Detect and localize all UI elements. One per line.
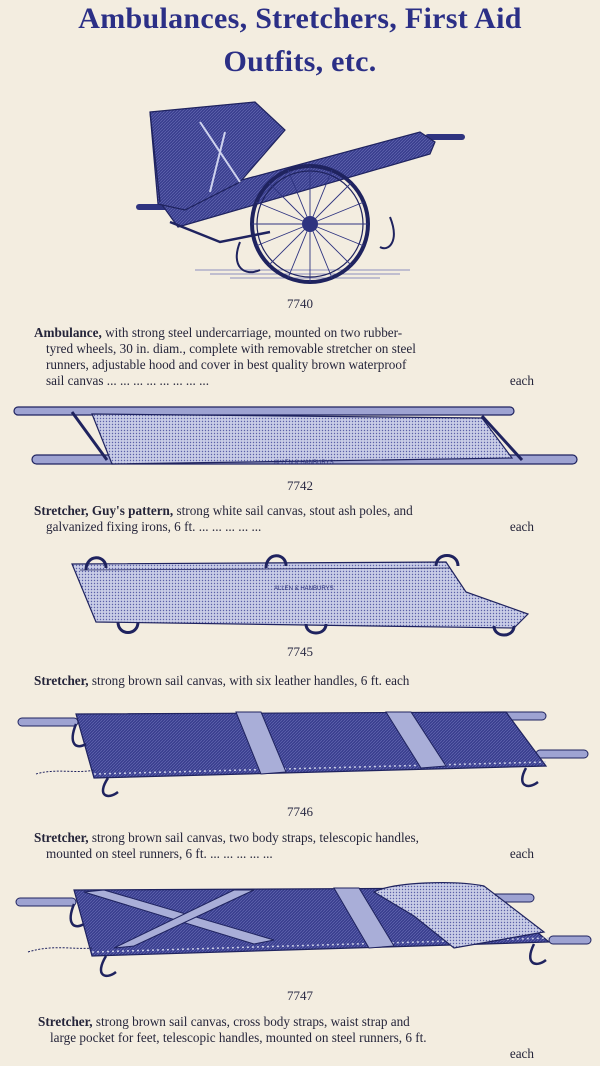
item-description-7746: Stretcher, strong brown sail canvas, two body straps, telescopic handles, mounted on steel runners, 6 ft. ... ... ... ... ... each (34, 830, 534, 861)
unit-each: each (509, 1046, 534, 1061)
item-description-7742: Stretcher, Guy's pattern, strong white sail canvas, stout ash poles, and galvanized fixing irons, 6 ft. ... ... ... ... ... each (34, 503, 534, 534)
maker-stamp: ALLEN & HANBURYS (274, 586, 334, 592)
maker-stamp: ALLEN & HANBURYS (274, 460, 334, 466)
item-description-7747: Stretcher, strong brown sail canvas, cross body straps, waist strap and large pocket for feet, telescopic handles, mounted on steel runners, 6 ft. each (38, 1014, 534, 1061)
item-number-7747: 7747 (287, 988, 313, 1003)
item-description-7745: Stretcher, strong brown sail canvas, with six leather handles, 6 ft. each (34, 673, 410, 688)
item-number-7745: 7745 (287, 644, 313, 659)
stretcher-leather-handles-illustration (66, 552, 536, 640)
stretcher-cross-straps-illustration (14, 876, 594, 986)
item-name: Stretcher, (34, 830, 89, 845)
item-name: Stretcher, (38, 1014, 93, 1029)
item-name: Stretcher, Guy's pattern, (34, 503, 174, 518)
unit-each: each (509, 373, 534, 388)
unit-each: each (509, 846, 534, 861)
item-number-7742: 7742 (287, 478, 313, 493)
unit-each: each (509, 519, 534, 534)
stretcher-two-straps-illustration (16, 704, 591, 802)
unit-each: each (385, 673, 410, 688)
item-number-7740: 7740 (287, 296, 313, 311)
page-title-line-2: Outfits, etc. (223, 45, 377, 78)
page-title-line-1: Ambulances, Stretchers, First Aid (78, 2, 522, 35)
ambulance-illustration (130, 92, 475, 292)
stretcher-guys-pattern-illustration (12, 402, 582, 474)
item-description-7740: Ambulance, with strong steel undercarriage, mounted on two rubber- tyred wheels, 30 in. diam., complete with removable stretcher on steel runners, adjustable hood and cover in best quality brown waterproof sail canvas ... ... ... ... ... ... ... ... each (34, 325, 534, 388)
item-name: Ambulance, (34, 325, 102, 340)
item-name: Stretcher, (34, 673, 89, 688)
item-number-7746: 7746 (287, 804, 313, 819)
